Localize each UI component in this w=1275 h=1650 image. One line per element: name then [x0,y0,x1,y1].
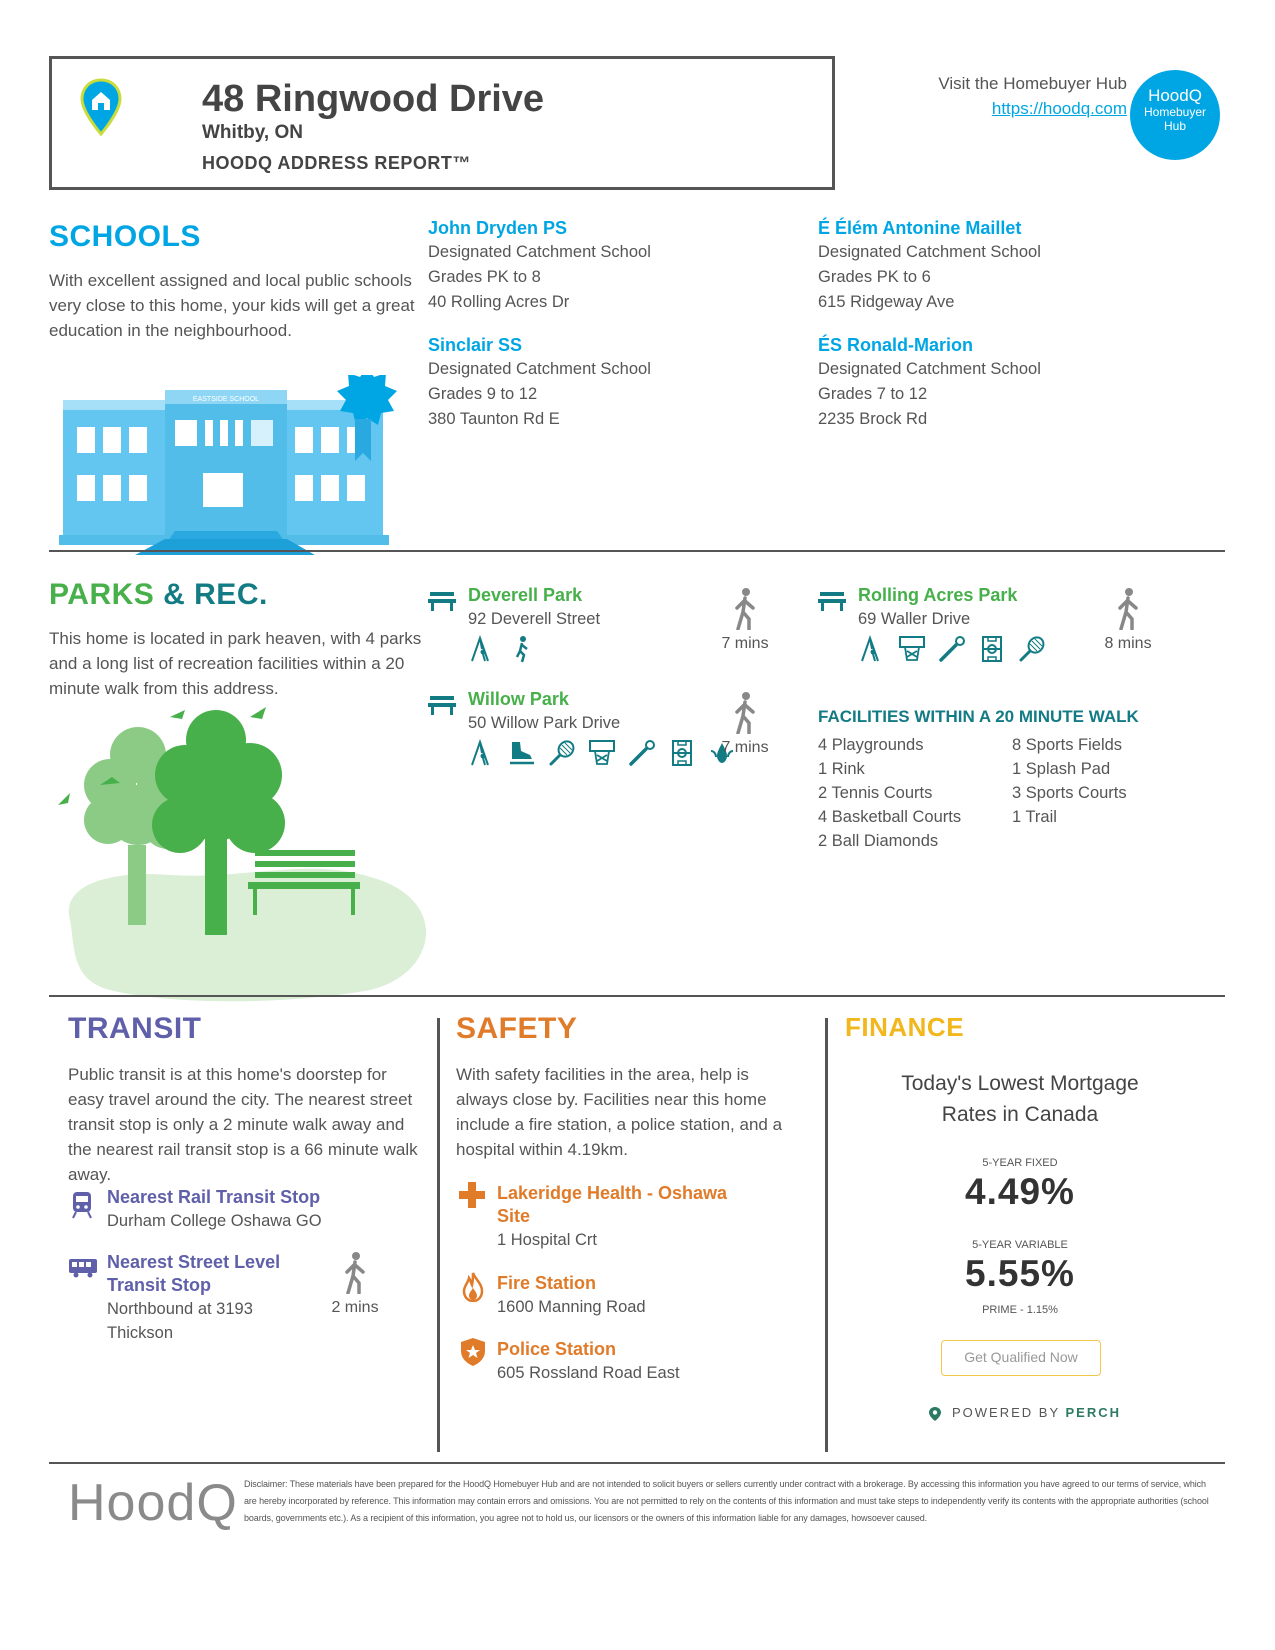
school-card [428,216,788,315]
playground-icon [468,635,496,663]
transit-section-title: TRANSIT [68,1012,202,1045]
school-address: 2235 Brock Rd [818,410,928,428]
park-address: 92 Deverell Street [468,610,601,628]
park-card [468,583,600,663]
school-grades: Grades PK to 6 [818,268,931,286]
facilities-title: FACILITIES WITHIN A 20 MINUTE WALK [818,707,1139,726]
rail-transit-name: Nearest Rail Transit Stop [107,1187,321,1207]
park-name: Willow Park [468,689,569,709]
facility-item: 1 Rink [818,760,865,778]
trail-icon [508,635,536,663]
walk-time-label: 7 mins [721,635,769,652]
school-type: Designated Catchment School [818,243,1041,261]
police-station-facility [497,1338,680,1385]
police-station-address: 605 Rossland Road East [497,1364,680,1382]
school-name: É Élém Antonine Maillet [818,218,1022,238]
schools-section-title: SCHOOLS [49,220,201,253]
property-city: Whitby, ON [202,122,303,143]
powered-by-prefix: POWERED BY [952,1405,1060,1420]
rail-transit-stop [107,1186,322,1233]
fixed-rate-value: 4.49% [965,1171,1075,1212]
street-transit-stop [107,1251,280,1345]
facility-item: 2 Ball Diamonds [818,832,939,850]
home-location-pin-icon [80,78,122,136]
walking-person-icon [732,692,758,734]
sports-field-icon [668,739,696,767]
school-card [428,333,788,432]
section-divider [49,550,1225,552]
school-grades: Grades 7 to 12 [818,385,928,403]
park-name: Deverell Park [468,585,583,605]
walk-time [715,692,775,757]
facility-item: 1 Trail [1012,808,1057,826]
school-type: Designated Catchment School [428,243,651,261]
parks-description: This home is located in park heaven, with 4 parks and a long list of recreation facilities within a 20 minute walk from this address. [49,629,422,698]
school-grades: Grades 9 to 12 [428,385,538,403]
walk-time [325,1252,385,1317]
school-grades: Grades PK to 8 [428,268,541,286]
facilities-list-col1 [818,733,961,853]
street-transit-stop-line2: Thickson [107,1324,174,1342]
hub-link[interactable]: https://hoodq.com [991,99,1127,118]
fire-station-name: Fire Station [497,1273,597,1293]
park-card [468,687,736,767]
walking-person-icon [732,588,758,630]
hub-badge-title: HoodQ [1148,86,1202,105]
tennis-icon [1018,635,1046,663]
school-card [818,333,1178,432]
get-qualified-button[interactable]: Get Qualified Now [941,1340,1101,1376]
tennis-icon [548,739,576,767]
school-address: 615 Ridgeway Ave [818,293,955,311]
park-amenity-icons [468,739,736,767]
bus-icon [68,1256,98,1280]
park-bench-icon [818,590,846,612]
park-trees-bench-illustration [50,705,435,1005]
rink-icon [508,739,536,767]
train-icon [70,1190,94,1220]
school-building-illustration [55,375,415,555]
street-transit-name-line1: Nearest Street Level [107,1252,281,1272]
homebuyer-hub-badge[interactable] [1130,70,1220,160]
playground-icon [468,739,496,767]
walk-time [715,588,775,653]
sports-field-icon [978,635,1006,663]
parks-section-title [49,578,268,612]
hoodq-footer-logo: HoodQ [68,1474,238,1532]
powered-by-perch[interactable] [928,1405,1121,1422]
ball-diamond-icon [628,739,656,767]
variable-rate-value: 5.55% [965,1253,1075,1294]
park-address: 69 Waller Drive [858,610,971,628]
school-type: Designated Catchment School [818,360,1041,378]
hospital-name-line1: Lakeridge Health - Oshawa [497,1183,728,1203]
hospital-facility [497,1182,727,1252]
park-amenity-icons [468,635,600,663]
hub-visit-text: Visit the Homebuyer Hub [938,74,1127,93]
walk-time-label: 2 mins [331,1299,379,1316]
footer-divider [49,1462,1225,1464]
prime-rate-note: PRIME - 1.15% [982,1304,1058,1316]
variable-rate-label: 5-YEAR VARIABLE [972,1239,1068,1251]
school-card [818,216,1178,315]
facility-item: 2 Tennis Courts [818,784,933,802]
facility-item: 1 Splash Pad [1012,760,1111,778]
school-name: John Dryden PS [428,218,568,238]
finance-section-title: FINANCE [845,1012,965,1042]
report-title: HOODQ ADDRESS REPORT™ [202,153,471,173]
property-address: 48 Ringwood Drive [202,78,545,120]
walk-time [1098,588,1158,653]
school-name: ÉS Ronald-Marion [818,335,974,355]
street-transit-name-line2: Transit Stop [107,1275,212,1295]
police-station-name: Police Station [497,1339,617,1359]
fire-flame-icon [462,1272,484,1302]
hub-badge-sub2: Hub [1163,119,1186,133]
safety-section-title: SAFETY [456,1012,578,1045]
fire-station-address: 1600 Manning Road [497,1298,646,1316]
fixed-rate-label: 5-YEAR FIXED [982,1157,1058,1169]
basketball-icon [588,739,616,767]
school-address: 380 Taunton Rd E [428,410,560,428]
facility-item: 4 Basketball Courts [818,808,962,826]
school-sign-text: EASTSIDE SCHOOL [192,396,260,403]
hub-badge-sub1: Homebuyer [1143,105,1207,119]
ball-diamond-icon [938,635,966,663]
street-transit-stop-line1: Northbound at 3193 [107,1300,253,1318]
walking-person-icon [1115,588,1141,630]
powered-by-brand: PERCH [1065,1405,1122,1420]
rail-transit-stop-name: Durham College Oshawa GO [107,1212,322,1230]
facility-item: 8 Sports Fields [1012,736,1123,754]
mortgage-heading-line2: Rates in Canada [941,1103,1099,1126]
facility-item: 4 Playgrounds [818,736,924,754]
column-divider [825,1018,828,1452]
perch-location-icon [928,1406,942,1422]
playground-icon [858,635,886,663]
safety-description: With safety facilities in the area, help is always close by. Facilities near this home include a fire station, a police station, and a hospital within 4.19km. [456,1065,783,1159]
fire-station-facility [497,1272,646,1319]
park-card [858,583,1046,663]
facilities-list-col2 [1012,733,1127,829]
facility-item: 3 Sports Courts [1012,784,1127,802]
mortgage-heading-line1: Today's Lowest Mortgage [901,1072,1139,1095]
walk-time-label: 8 mins [1104,635,1152,652]
basketball-icon [898,635,926,663]
hospital-cross-icon [458,1181,486,1209]
school-name: Sinclair SS [428,335,523,355]
school-address: 40 Rolling Acres Dr [428,293,570,311]
section-divider [49,995,1225,997]
school-type: Designated Catchment School [428,360,651,378]
mortgage-rates-heading [870,1068,1170,1130]
column-divider [437,1018,440,1452]
walking-person-icon [342,1252,368,1294]
hospital-address: 1 Hospital Crt [497,1231,597,1249]
schools-description: With excellent assigned and local public schools very close to this home, your kids will get a great education in the neighbourhood. [49,271,415,340]
transit-description: Public transit is at this home's doorstep for easy travel around the city. The nearest street transit stop is only a 2 minute walk away and the nearest rail transit stop is a 66 minute walk away. [68,1065,418,1184]
police-shield-icon [460,1337,486,1367]
walk-time-label: 7 mins [721,739,769,756]
park-name: Rolling Acres Park [858,585,1018,605]
park-amenity-icons [858,635,1046,663]
parks-title-parks: PARKS [49,578,155,611]
parks-title-rec: & REC. [163,578,268,611]
park-address: 50 Willow Park Drive [468,714,621,732]
hospital-name-line2: Site [497,1206,531,1226]
disclaimer-text: Disclaimer: These materials have been prepared for the HoodQ Homebuyer Hub and are not intended to solicit buyers or sellers currently under contract with a brokerage. By accessing this information you have agreed to our terms of service, which are hereby incorporated by reference. This information may contain errors and omissions. You are not permitted to rely on the contents of this information and must take steps to independently verify its contents with the appropriate authorities (school boards, governments etc.). As a recipient of this information, you agree not to hold us, our licensors or the owners of this information liable for any damages, howsoever caused. [244,1479,1209,1523]
park-bench-icon [428,590,456,612]
